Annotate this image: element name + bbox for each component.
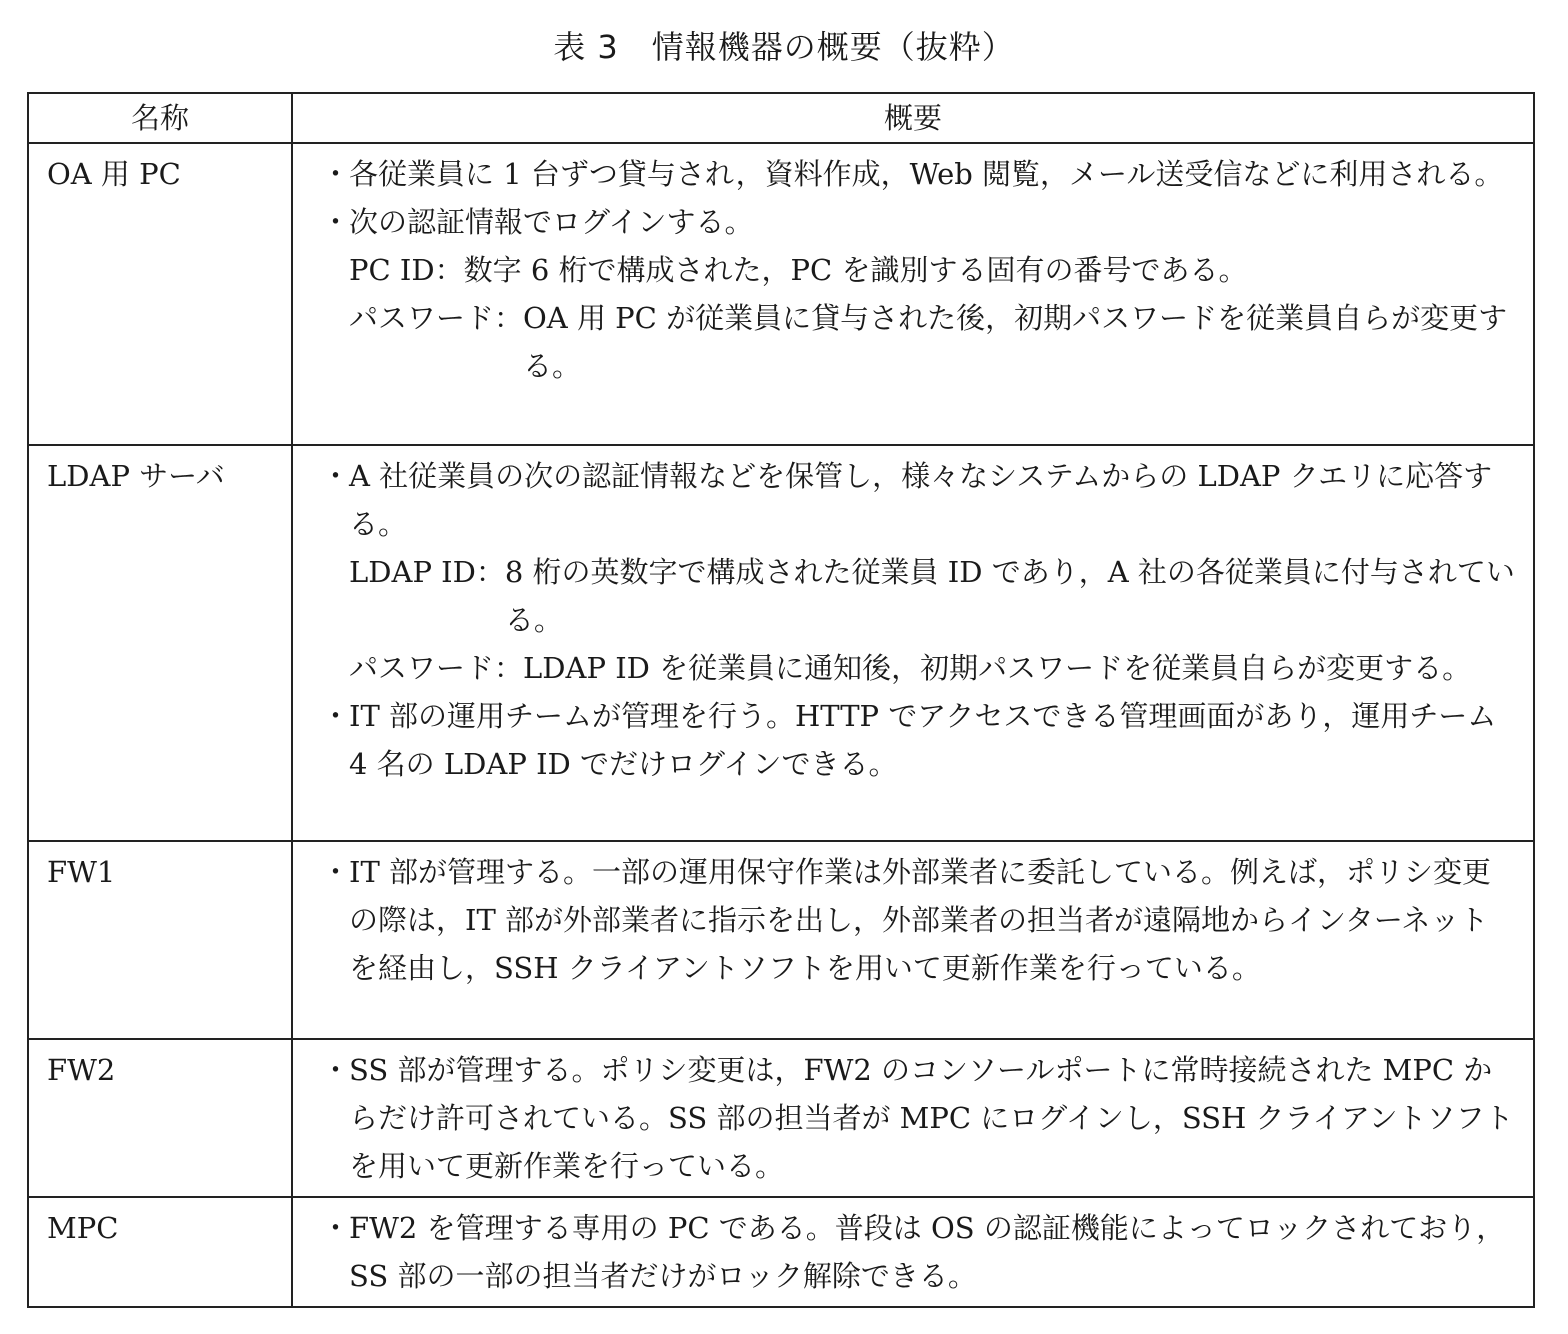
header-row <box>28 93 1534 143</box>
list-item <box>319 452 1515 548</box>
row-summary-ldap-server <box>292 445 1534 841</box>
row-summary-mpc <box>292 1197 1534 1307</box>
list-item <box>319 692 1515 788</box>
credential-item <box>319 294 1515 390</box>
table-row <box>28 841 1534 1039</box>
item-text: A 社従業員の次の認証情報などを保管し，様々なシステムからの LDAP クエリに応答する。 <box>349 459 1493 541</box>
item-text: IT 部が管理する。一部の運用保守作業は外部業者に委託している。例えば，ポリシ変更の際は，IT 部が外部業者に指示を出し，外部業者の担当者が遠隔地からインターネットを経由し，SSH クライアントソフトを用いて更新作業を行っている。 <box>349 855 1492 985</box>
table-row <box>28 445 1534 841</box>
list-item <box>319 150 1515 198</box>
bullet-mark: ・ <box>321 459 351 493</box>
list-item <box>319 1046 1515 1190</box>
table-row <box>28 143 1534 445</box>
row-name-ldap-server: LDAP サーバ <box>28 445 292 841</box>
table-row <box>28 1197 1534 1307</box>
bullet-mark: ・ <box>321 1053 351 1087</box>
credential-key: パスワード： <box>349 651 524 685</box>
bullet-mark: ・ <box>321 205 351 239</box>
credential-value: 8 桁の英数字で構成された従業員 ID であり，A 社の各従業員に付与されている。 <box>504 555 1515 637</box>
credential-item <box>319 644 1515 692</box>
credential-key: パスワード： <box>349 301 524 335</box>
list-item <box>319 1204 1515 1300</box>
credential-value: OA 用 PC が従業員に貸与された後，初期パスワードを従業員自らが変更する。 <box>523 301 1508 383</box>
item-text: FW2 を管理する専用の PC である。普段は OS の認証機能によってロックされており，SS 部の一部の担当者だけがロック解除できる。 <box>349 1211 1506 1293</box>
item-text: IT 部の運用チームが管理を行う。HTTP でアクセスできる管理画面があり，運用チーム 4 名の LDAP ID でだけログインできる。 <box>349 699 1497 781</box>
credential-key: PC ID： <box>349 253 464 287</box>
item-text: SS 部が管理する。ポリシ変更は，FW2 のコンソールポートに常時接続された MPC からだけ許可されている。SS 部の担当者が MPC にログインし，SSH クライアントソフトを用いて更新作業を行っている。 <box>349 1053 1514 1183</box>
header-summary: 概要 <box>292 93 1534 143</box>
row-name-fw2: FW2 <box>28 1039 292 1197</box>
credential-value: LDAP ID を従業員に通知後，初期パスワードを従業員自らが変更する。 <box>523 651 1472 685</box>
info-device-table <box>27 92 1535 1308</box>
credential-value: 数字 6 桁で構成された，PC を識別する固有の番号である。 <box>463 253 1248 287</box>
list-item <box>319 848 1515 992</box>
row-summary-fw2 <box>292 1039 1534 1197</box>
bullet-mark: ・ <box>321 157 351 191</box>
credential-item <box>319 548 1515 644</box>
table-row <box>28 1039 1534 1197</box>
row-name-mpc: MPC <box>28 1197 292 1307</box>
row-summary-oa-pc <box>292 143 1534 445</box>
header-name: 名称 <box>28 93 292 143</box>
row-summary-fw1 <box>292 841 1534 1039</box>
item-text: 各従業員に 1 台ずつ貸与され，資料作成，Web 閲覧，メール送受信などに利用される。 <box>349 157 1504 191</box>
bullet-mark: ・ <box>321 855 351 889</box>
credential-key: LDAP ID： <box>349 555 505 589</box>
list-item <box>319 198 1515 246</box>
row-name-fw1: FW1 <box>28 841 292 1039</box>
bullet-mark: ・ <box>321 1211 351 1245</box>
credential-item <box>319 246 1515 294</box>
table-caption: 表 3 情報機器の概要（抜粋） <box>553 28 1015 66</box>
row-name-oa-pc: OA 用 PC <box>28 143 292 445</box>
item-text: 次の認証情報でログインする。 <box>349 205 754 239</box>
bullet-mark: ・ <box>321 699 351 733</box>
